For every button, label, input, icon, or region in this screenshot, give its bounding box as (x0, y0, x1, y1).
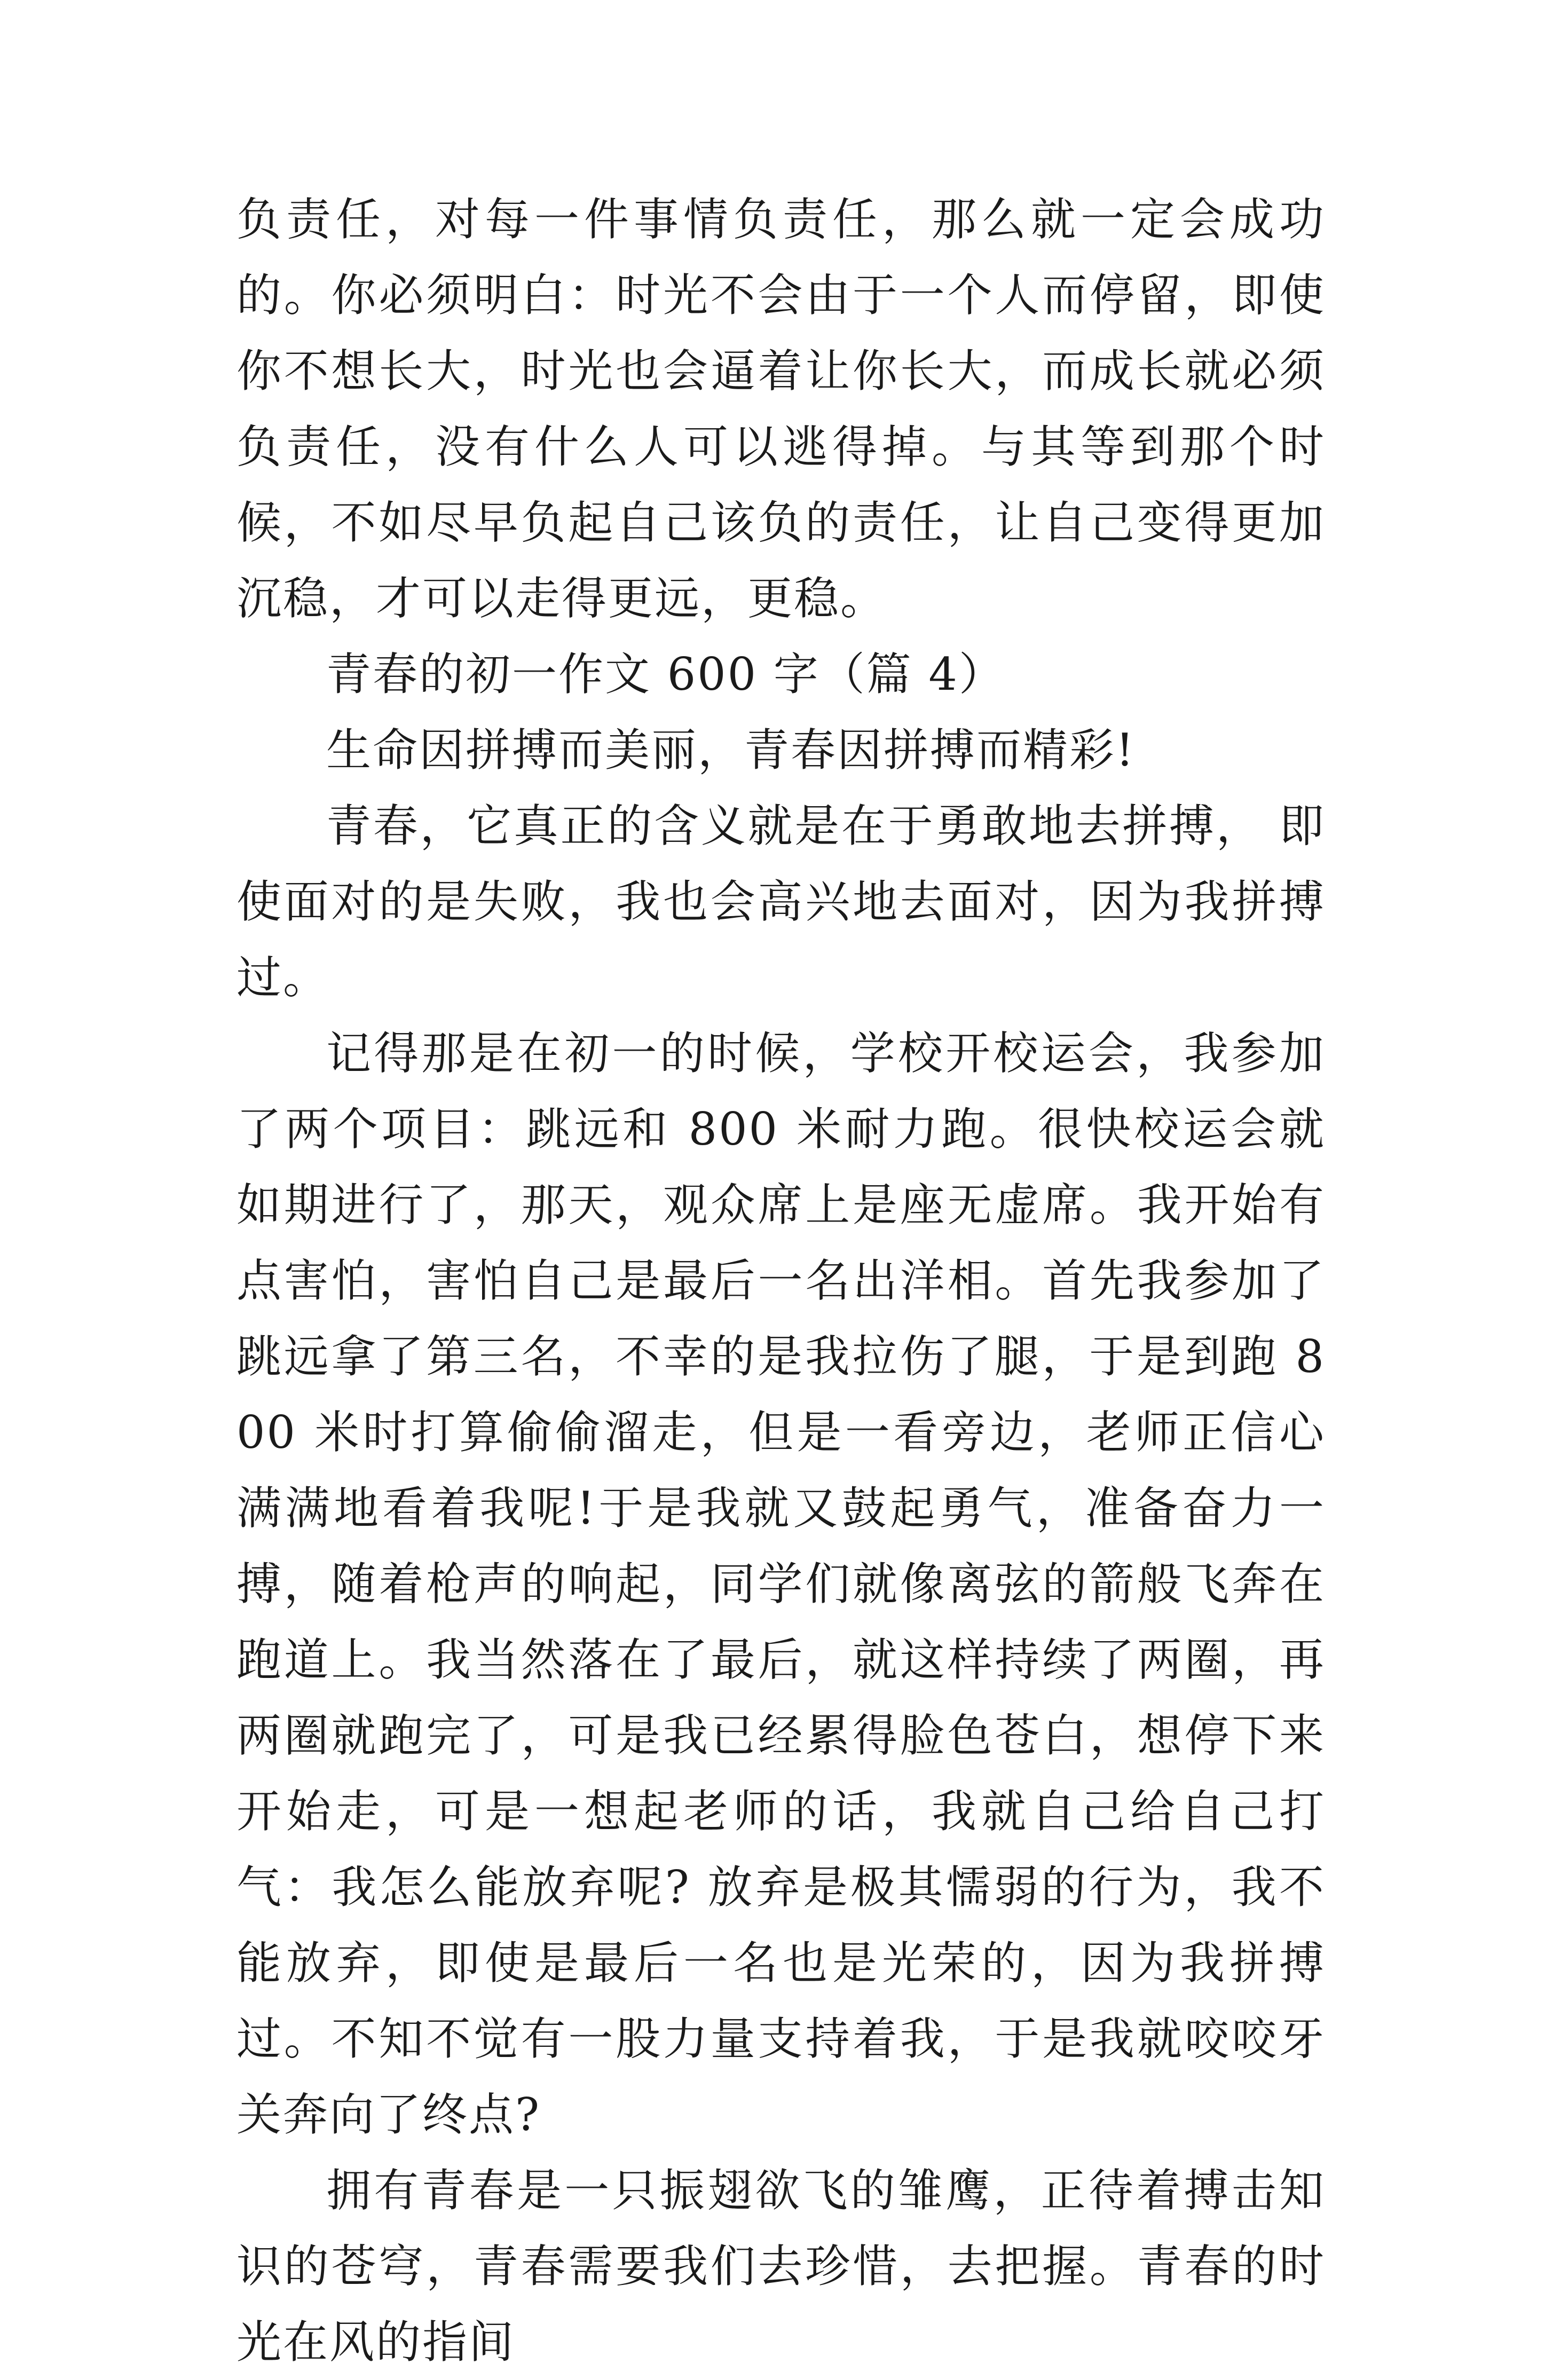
paragraph-meaning: 青春，它真正的含义就是在于勇敢地去拼搏， 即使面对的是失败，我也会高兴地去面对，因为我拼搏过。 (237, 800, 1326, 1004)
document-body (237, 182, 1326, 2380)
paragraph-youth-eagle: 拥有青春是一只振翅欲飞的雏鹰，正待着搏击知识的苍穹，青春需要我们去珍惜，去把握。青春的时光在风的指间 (237, 2164, 1326, 2368)
paragraph-sports-meet: 记得那是在初一的时候，学校开校运会，我参加了两个项目：跳远和 800 米耐力跑。很快校运会就如期进行了，那天，观众席上是座无虚席。我开始有点害怕，害怕自己是最后一名出洋相。首先我参加了跳远拿了第三名，不幸的是我拉伤了腿，于是到跑 800 米时打算偷偷溜走，但是一看旁边，老师正信心满满地看着我呢!于是我就又鼓起勇气，准备奋力一搏，随着枪声的响起，同学们就像离弦的箭般飞奔在跑道上。我当然落在了最后，就这样持续了两圈，再两圈就跑完了，可是我已经累得脸色苍白，想停下来开始走，可是一想起老师的话，我就自己给自己打气：我怎么能放弃呢? 放弃是极其懦弱的行为，我不能放弃，即使是最后一名也是光荣的，因为我拼搏过。不知不觉有一股力量支持着我，于是我就咬咬牙关奔向了终点? (237, 1027, 1326, 2141)
section-heading: 青春的初一作文 600 字（篇 4） (326, 648, 1005, 700)
paragraph-motto: 生命因拼搏而美丽，青春因拼搏而精彩! (326, 724, 1136, 776)
paragraph-continuation: 负责任，对每一件事情负责任，那么就一定会成功的。你必须明白：时光不会由于一个人而停留，即使你不想长大，时光也会逼着让你长大，而成长就必须负责任，没有什么人可以逃得掉。与其等到那个时候，不如尽早负起自己该负的责任，让自己变得更加沉稳，才可以走得更远，更稳。 (237, 193, 1326, 625)
